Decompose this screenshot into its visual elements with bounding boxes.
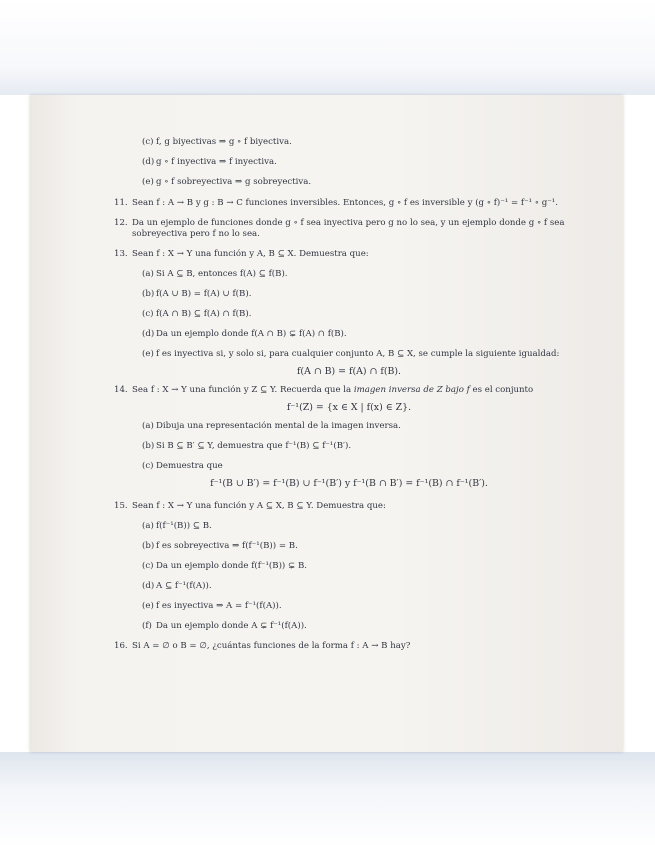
photo-background-bottom <box>0 752 655 848</box>
list-item: (f) Da un ejemplo donde A ⊊ f⁻¹(f(A)). <box>142 621 307 631</box>
formula-display: f⁻¹(Z) = {x ∈ X | f(x) ∈ Z}. <box>286 402 412 413</box>
formula-display: f⁻¹(B ∪ B′) = f⁻¹(B) ∪ f⁻¹(B′) y f⁻¹(B ∩ B′) = f⁻¹(B) ∩ f⁻¹(B′). <box>210 478 488 489</box>
exercise-13: 13. Sean f : X → Y una función y A, B ⊆ X. Demuestra que: <box>114 249 369 259</box>
list-item: (d) Da un ejemplo donde f(A ∩ B) ⊊ f(A) ∩ f(B). <box>142 329 347 339</box>
document-page <box>30 95 623 752</box>
list-item: (c) Da un ejemplo donde f(f⁻¹(B)) ⊊ B. <box>142 561 307 571</box>
exercise-14: 14. Sea f : X → Y una función y Z ⊆ Y. Recuerda que la imagen inversa de Z bajo f es el conjunto <box>114 385 534 395</box>
formula-display: f(A ∩ B) = f(A) ∩ f(B). <box>296 366 402 377</box>
exercise-11: 11. Sean f : A → B y g : B → C funciones inversibles. Entonces, g ∘ f es inversible y (g ∘ f)⁻¹ = f⁻¹ ∘ g⁻¹. <box>114 198 558 208</box>
list-item: (e) f es inyectiva ⇒ A = f⁻¹(f(A)). <box>142 601 282 611</box>
list-item: (d) A ⊆ f⁻¹(f(A)). <box>142 581 212 591</box>
list-item: (c) Demuestra que <box>142 461 223 471</box>
list-item: (b) f(A ∪ B) = f(A) ∪ f(B). <box>142 289 252 299</box>
list-item: (a) Si A ⊆ B, entonces f(A) ⊆ f(B). <box>142 269 288 279</box>
exercise-16: 16. Si A = ∅ o B = ∅, ¿cuántas funciones de la forma f : A → B hay? <box>114 641 411 651</box>
exercise-15: 15. Sean f : X → Y una función y A ⊆ X, B ⊆ Y. Demuestra que: <box>114 501 386 511</box>
list-item: (c) f, g biyectivas ⇒ g ∘ f biyectiva. <box>142 137 292 147</box>
list-item: (b) f es sobreyectiva ⇒ f(f⁻¹(B)) = B. <box>142 541 298 551</box>
list-item: (a) f(f⁻¹(B)) ⊆ B. <box>142 521 212 531</box>
exercise-list <box>114 137 584 661</box>
list-item: (e) g ∘ f sobreyectiva ⇒ g sobreyectiva. <box>142 177 312 187</box>
list-item: (d) g ∘ f inyectiva ⇒ f inyectiva. <box>142 157 277 167</box>
list-item: (b) Si B ⊆ B′ ⊆ Y, demuestra que f⁻¹(B) ⊆ f⁻¹(B′). <box>142 441 352 451</box>
exercise-12: 12. Da un ejemplo de funciones donde g ∘ f sea inyectiva pero g no lo sea, y un ejemplo donde g ∘ f sea sobreyectiva pero f no lo sea. <box>114 218 565 239</box>
photo-background-top <box>0 0 655 95</box>
list-item: (c) f(A ∩ B) ⊆ f(A) ∩ f(B). <box>142 309 252 319</box>
emphasis-text: imagen inversa de Z bajo f <box>353 385 470 395</box>
list-item: (a) Dibuja una representación mental de la imagen inversa. <box>142 421 401 431</box>
list-item: (e) f es inyectiva si, y solo si, para cualquier conjunto A, B ⊆ X, se cumple la siguiente igualdad: <box>142 349 560 359</box>
